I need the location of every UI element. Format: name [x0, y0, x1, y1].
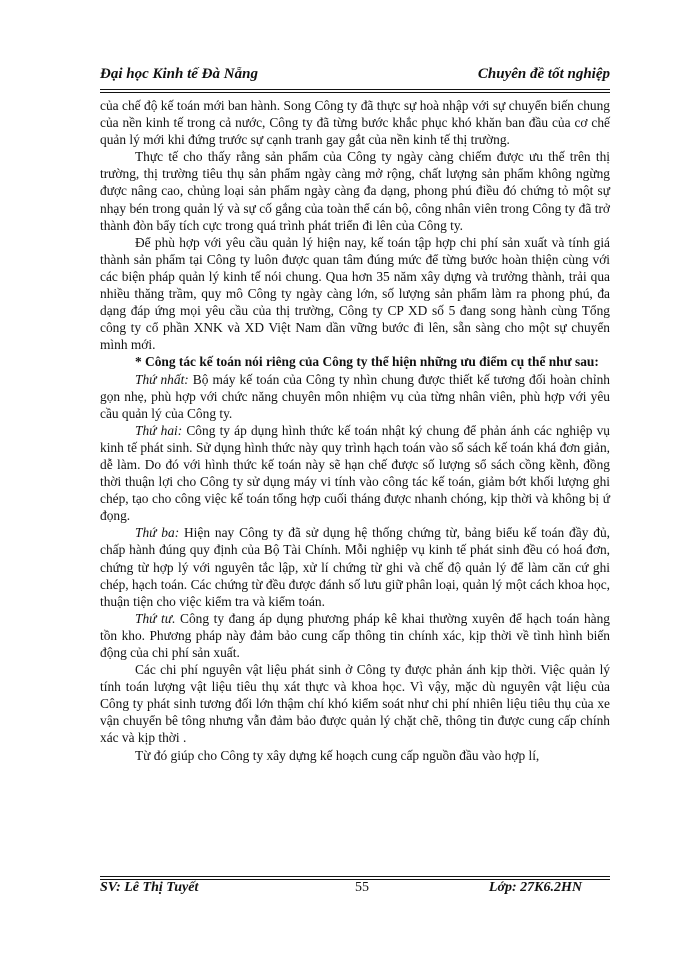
page-header [100, 66, 610, 88]
page-body [100, 97, 610, 764]
advantage-text: Công ty đang áp dụng phương pháp kê khai thường xuyên để hạch toán hàng tồn kho. Phương pháp này đảm bảo cung cấp thông tin chính xác, kịp thời về tình hình biến động của chi phí sản xuất. [100, 610, 610, 660]
body-paragraph: Thực tế cho thấy rằng sản phẩm của Công ty ngày càng chiếm được ưu thế trên thị trường, thị trường tiêu thụ sản phẩm ngày càng mở rộng, chất lượng sản phẩm không ngừng được nâng cao, chủng loại sản phẩm ngày càng đa dạng, phong phú điều đó chứng tỏ một sự nhạy bén trong quản lý và sự cố gắng của toàn thể cán bộ, công nhân viên trong Công ty đã trở thành đòn bẩy tích cực trong quá trình phát triển đi lên của Công ty. [100, 149, 610, 233]
advantage-label: Thứ ba: [135, 525, 180, 541]
section-subheading: * Công tác kế toán nói riêng của Công ty thể hiện những ưu điểm cụ thể như sau: [135, 354, 599, 370]
class-code: Lớp: 27K6.2HN [488, 880, 582, 895]
student-name: SV: Lê Thị Tuyết [100, 880, 199, 895]
advantage-text: Hiện nay Công ty đã sử dụng hệ thống chứng từ, bảng biểu kế toán đầy đủ, chấp hành đúng quy định của Bộ Tài Chính. Mỗi nghiệp vụ kinh tế phát sinh đều có hoá đơn, chứng từ hợp lý với nguyên tắc lập, xử lí chứng từ ghi và chế độ quản lý để làm căn cứ ghi chép, hạch toán. Các chứng từ đều được đánh số lưu giữ phân loại, quản lý một cách khoa học, thuận tiện cho việc kiểm tra và kiểm toán. [100, 525, 610, 609]
body-paragraph: Để phù hợp với yêu cầu quản lý hiện nay, kế toán tập hợp chi phí sản xuất và tính giá thành sản phẩm tại Công ty luôn được quan tâm đúng mức để từng bước hoàn thiện cùng với các biện pháp quản lý kinh tế nói chung. Qua hơn 35 năm xây dựng và trưởng thành, trải qua nhiều thăng trầm, quy mô Công ty ngày càng lớn, số lượng sản phẩm làm ra phong phú, đa dạng đáp ứng mọi yêu cầu của thị trường, Công ty CP XD số 5 đang song hành cùng Tổng công ty cổ phần XNK và XD Việt Nam dần vững bước đi lên, sẵn sàng cho một sự chuyển mình mới. [100, 234, 610, 353]
advantage-item [100, 524, 610, 609]
advantage-item [100, 610, 610, 661]
page-number: 55 [355, 880, 369, 895]
advantage-label: Thứ nhất: [135, 371, 189, 387]
advantage-item [100, 371, 610, 422]
document-type: Chuyên đề tốt nghiệp [477, 66, 610, 82]
header-divider [100, 89, 610, 93]
advantage-text: Bộ máy kế toán của Công ty nhìn chung được thiết kế tương đối hoàn chỉnh gọn nhẹ, phù hợp với chức năng chuyên môn nhiệm vụ của từng nhân viên, phù hợp với yêu cầu quản lý của Công ty. [100, 371, 610, 421]
body-paragraph: Các chi phí nguyên vật liệu phát sinh ở Công ty được phản ánh kịp thời. Việc quản lý tính toán lượng vật liệu tiêu thụ xát thực và khoa học. Vì vậy, mặc dù nguyên vật liệu của Công ty phát sinh tương đối lớn thậm chí khó kiểm soát như chi phí nhiên liệu tiêu thụ của xe vận chuyển bê tông nhưng vẫn đảm bảo được quản lý chặt chẽ, thông tin được cung cấp chính xác và kịp thời . [100, 662, 610, 746]
advantage-label: Thứ tư. [135, 610, 176, 626]
advantage-label: Thứ hai: [135, 422, 183, 438]
advantage-item [100, 422, 610, 525]
advantage-text: Công ty áp dụng hình thức kế toán nhật ký chung để phản ánh các nghiệp vụ kinh tế phát sinh. Sử dụng hình thức này quy trình hạch toán vào sổ sách kế toán khá đơn giản, dễ làm. Do đó với hình thức kế toán này sẽ hạn chế được số lượng sổ sách cồng kềnh, đồng thời thuận lợi cho Công ty sử dụng máy vi tính vào công tác kế toán, giảm bớt khối lượng ghi chép, tạo cho công việc kế toán tổng hợp cuối tháng được nhanh chóng, kịp thời và không bị ứ đọng. [100, 422, 610, 524]
page-footer [100, 880, 610, 900]
body-paragraph: của chế độ kế toán mới ban hành. Song Công ty đã thực sự hoà nhập với sự chuyển biến chung của nền kinh tế trong cả nước, Công ty đã từng bước khắc phục khó khăn ban đầu của cơ chế quản lý mới khi đứng trước sự cạnh tranh gay gắt của nền kinh tế thị trường. [100, 98, 610, 148]
body-paragraph: Từ đó giúp cho Công ty xây dựng kế hoạch cung cấp nguồn đầu vào hợp lí, [135, 747, 540, 763]
university-name: Đại học Kinh tế Đà Nẵng [100, 66, 258, 82]
